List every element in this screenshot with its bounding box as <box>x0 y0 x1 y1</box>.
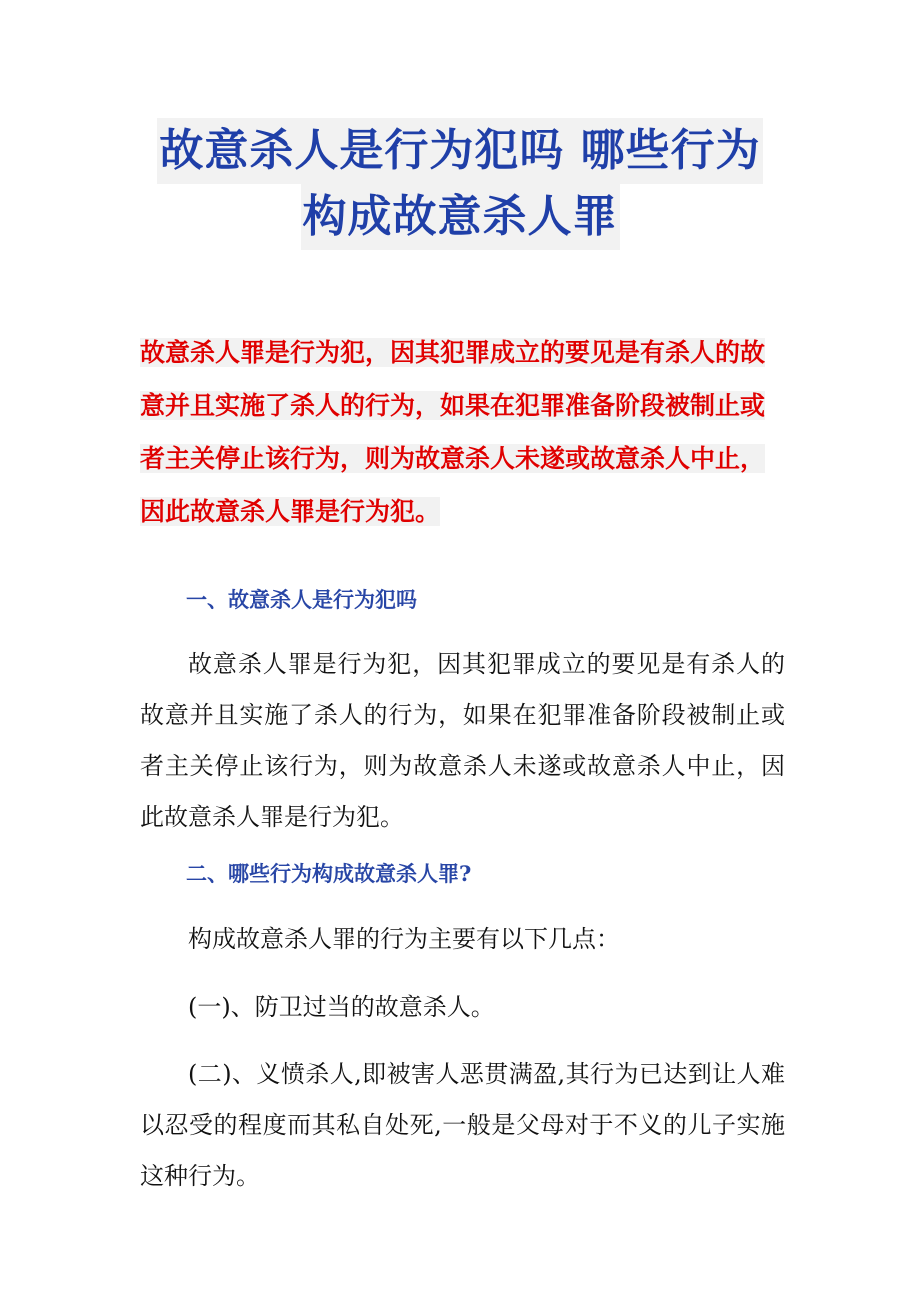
list-item: (二)、义愤杀人,即被害人恶贯满盈,其行为已达到让人难以忍受的程度而其私自处死,一般是父母对于不义的儿子实施这种行为。 <box>140 1060 785 1190</box>
title-line-2: 构成故意杀人罪 <box>301 184 620 250</box>
list-item: (一)、防卫过当的故意杀人。 <box>188 993 495 1021</box>
title-line-1: 故意杀人是行为犯吗 哪些行为 <box>157 118 762 184</box>
section-1-body: 故意杀人罪是行为犯，因其犯罪成立的要见是有杀人的故意并且实施了杀人的行为，如果在犯罪准备阶段被制止或者主关停止该行为，则为故意杀人未遂或故意杀人中止，因此故意杀人罪是行为犯。 <box>140 650 785 831</box>
summary-paragraph <box>140 326 785 538</box>
section-heading-1: 一、故意杀人是行为犯吗 <box>186 587 417 612</box>
section-heading-2: 二、哪些行为构成故意杀人罪? <box>186 861 472 886</box>
document-title <box>0 118 920 250</box>
section-2-body: 构成故意杀人罪的行为主要有以下几点： <box>188 925 620 953</box>
summary-text: 故意杀人罪是行为犯，因其犯罪成立的要见是有杀人的故意并且实施了杀人的行为，如果在犯罪准备阶段被制止或者主关停止该行为，则为故意杀人未遂或故意杀人中止，因此故意杀人罪是行为犯。 <box>140 338 766 526</box>
